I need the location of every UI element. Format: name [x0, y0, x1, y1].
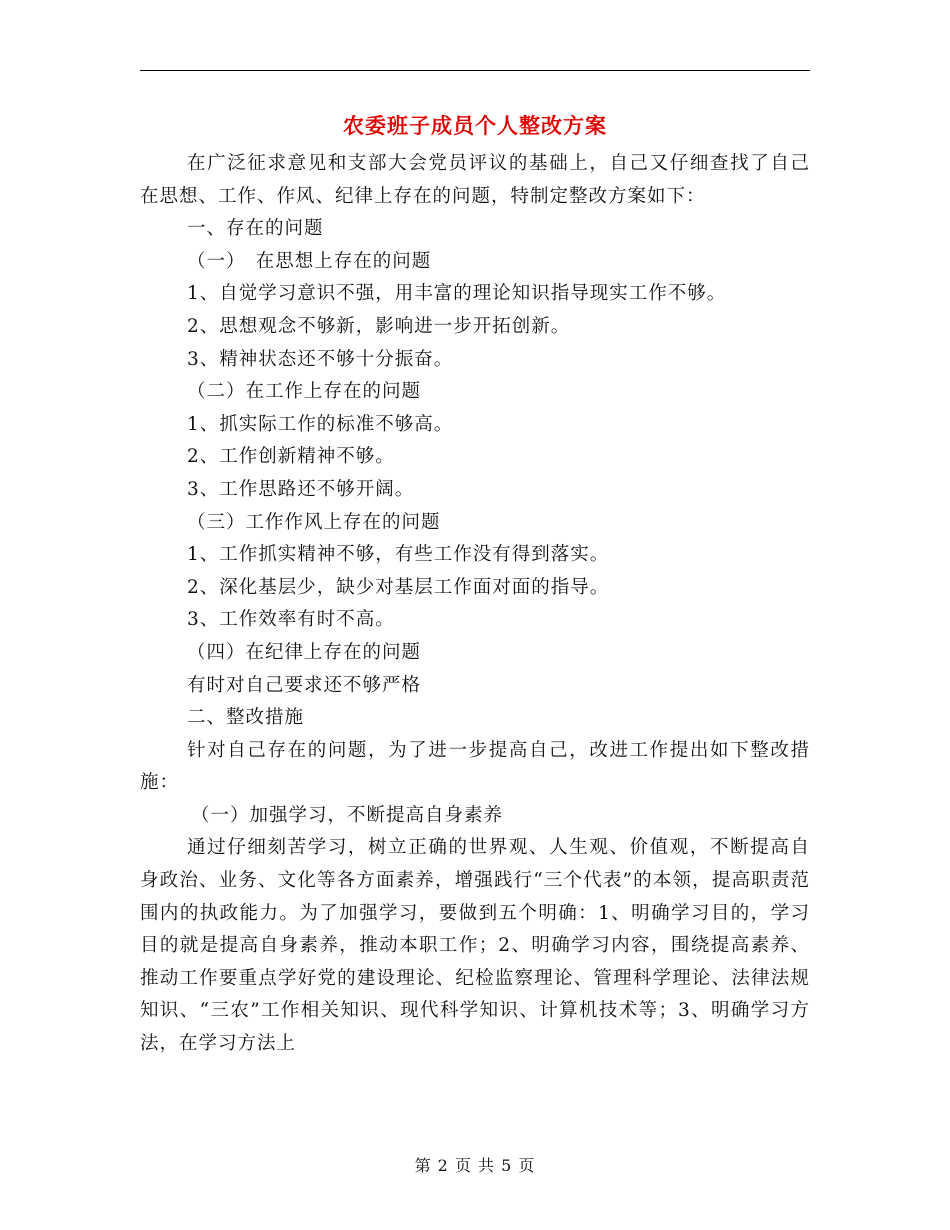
page-number-footer: 第 2 页 共 5 页 — [414, 1156, 536, 1175]
subsection-heading-work: （二）在工作上存在的问题 — [187, 381, 422, 403]
list-item: 有时对自己要求还不够严格 — [187, 674, 422, 696]
list-item: 2、思想观念不够新，影响进一步开拓创新。 — [187, 315, 571, 337]
header-rule — [140, 70, 810, 71]
section-heading-problems: 一、存在的问题 — [187, 218, 324, 240]
list-item: 2、深化基层少，缺少对基层工作面对面的指导。 — [187, 576, 610, 598]
study-paragraph: 通过仔细刻苦学习，树立正确的世界观、人生观、价值观，不断提高自身政治、业务、文化等各方面素养，增强践行“三个代表”的本领，提高职责范围内的执政能力。为了加强学习，要做到五个明确：1、明确学习目的，学习目的就是提高自身素养，推动本职工作；2、明确学习内容，围绕提高素养、推动工作要重点学好党的建设理论、纪检监察理论、管理科学理论、法律法规知识、“三农”工作相关知识、现代科学知识、计算机技术等；3、明确学习方法，在学习方法上 — [140, 837, 810, 1055]
list-item: 1、抓实际工作的标准不够高。 — [187, 413, 454, 435]
intro-paragraph: 在广泛征求意见和支部大会党员评议的基础上，自己又仔细查找了自己在思想、工作、作风、纪律上存在的问题，特制定整改方案如下： — [140, 153, 810, 207]
subsection-heading-style: （三）工作作风上存在的问题 — [187, 511, 441, 533]
document-body — [140, 148, 810, 1061]
list-item: 3、工作效率有时不高。 — [187, 609, 395, 631]
list-item: 1、自觉学习意识不强，用丰富的理论知识指导现实工作不够。 — [187, 283, 727, 305]
list-item: 1、工作抓实精神不够，有些工作没有得到落实。 — [187, 544, 610, 566]
section-heading-measures: 二、整改措施 — [187, 707, 305, 729]
subsection-heading-discipline: （四）在纪律上存在的问题 — [187, 641, 422, 663]
subsection-heading-study: （一）加强学习，不断提高自身素养 — [191, 804, 504, 826]
list-item: 2、工作创新精神不够。 — [187, 446, 395, 468]
subsection-heading-thought: （一） 在思想上存在的问题 — [187, 250, 432, 272]
list-item: 3、工作思路还不够开阔。 — [187, 478, 415, 500]
list-item: 3、精神状态还不够十分振奋。 — [187, 348, 454, 370]
measures-intro-paragraph: 针对自己存在的问题，为了进一步提高自己，改进工作提出如下整改措施： — [140, 739, 810, 794]
page-title: 农委班子成员个人整改方案 — [343, 113, 607, 138]
